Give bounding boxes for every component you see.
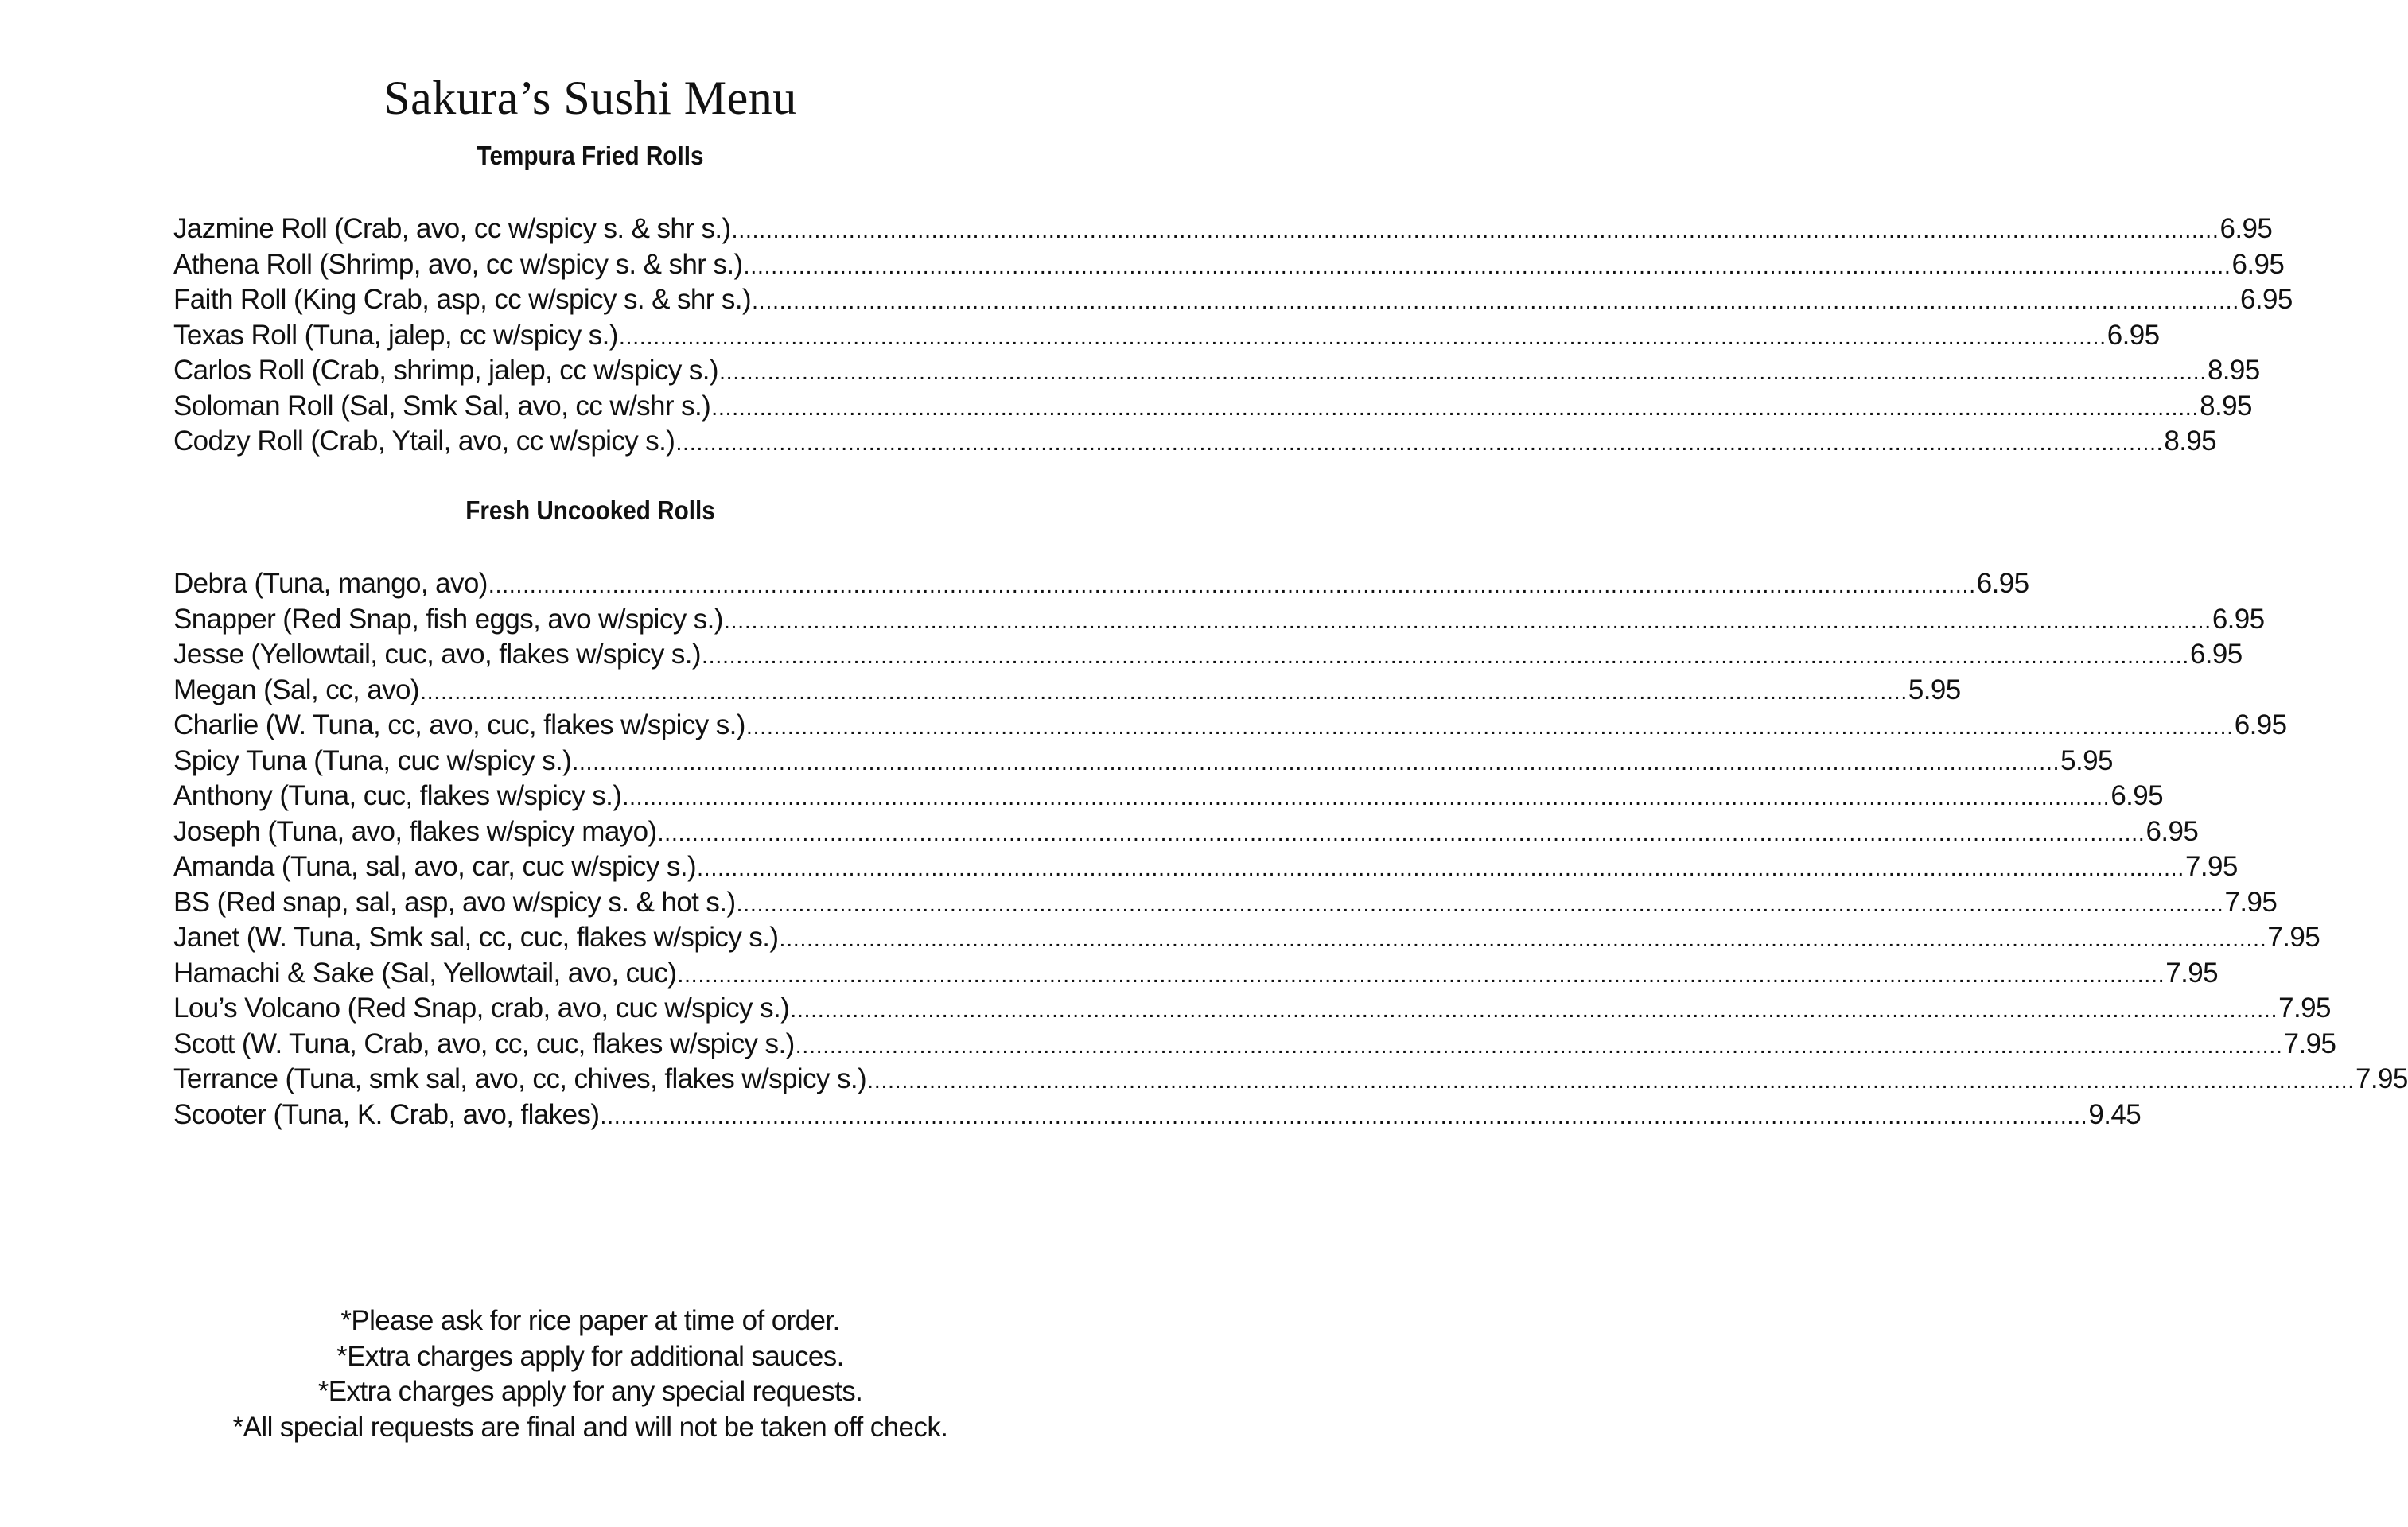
menu-item-price: 7.95	[2165, 957, 2219, 989]
menu-item	[173, 637, 2243, 673]
dot-leader	[737, 887, 2224, 923]
page-title: Sakura’s Sushi Menu	[383, 72, 797, 124]
menu-item-name: Megan (Sal, cc, avo)	[173, 674, 419, 705]
menu-item-price: 6.95	[2110, 780, 2164, 811]
dot-leader	[702, 639, 2189, 674]
menu-item-price: 6.95	[2231, 248, 2285, 280]
menu-item	[173, 814, 2199, 850]
menu-item-price: 6.95	[2212, 603, 2265, 635]
menu-item	[173, 282, 2293, 318]
dot-leader	[675, 425, 2163, 461]
menu-item-name: Janet (W. Tuna, Smk sal, cc, cuc, flakes w/spicy s.)	[173, 922, 779, 953]
dot-leader	[600, 1099, 2087, 1135]
menu-item	[173, 744, 2113, 779]
menu-item-price: 5.95	[1908, 674, 1961, 705]
menu-item-price: 6.95	[2234, 709, 2287, 740]
menu-item-price: 7.95	[2184, 851, 2238, 882]
menu-item-name: Jazmine Roll (Crab, avo, cc w/spicy s. & shr s.)	[173, 213, 731, 244]
note-rice-paper: *Please ask for rice paper at time of order.	[340, 1305, 840, 1336]
menu-item	[173, 424, 2217, 460]
menu-notes	[0, 1304, 1181, 1445]
menu-item-name: Scott (W. Tuna, Crab, avo, cc, cuc, flakes w/spicy s.)	[173, 1028, 795, 1059]
note-special-requests-final: *All special requests are final and will not be taken off check.	[232, 1411, 948, 1443]
menu-item	[173, 991, 2331, 1027]
menu-item-name: BS (Red snap, sal, asp, avo w/spicy s. & hot s.)	[173, 886, 736, 918]
dot-leader	[719, 355, 2207, 390]
dot-leader	[752, 284, 2239, 320]
menu-item	[173, 708, 2287, 744]
menu-item-price: 6.95	[2239, 284, 2293, 315]
menu-item	[173, 673, 1961, 709]
menu-item-name: Spicy Tuna (Tuna, cuc w/spicy s.)	[173, 744, 572, 776]
menu-item	[173, 779, 2164, 814]
menu-item-name: Hamachi & Sake (Sal, Yellowtail, avo, cuc)	[173, 957, 677, 989]
menu-item-price: 6.95	[2219, 213, 2273, 244]
menu-item-name: Codzy Roll (Crab, Ytail, avo, cc w/spicy s.)	[173, 425, 675, 457]
menu-item-name: Anthony (Tuna, cuc, flakes w/spicy s.)	[173, 780, 622, 811]
dot-leader	[619, 320, 2107, 356]
menu-item	[173, 247, 2285, 283]
menu-list-fresh-uncooked-rolls	[173, 566, 2408, 1133]
dot-leader	[796, 1028, 2283, 1064]
menu-item-name: Snapper (Red Snap, fish eggs, avo w/spicy s.)	[173, 603, 723, 635]
menu-item	[173, 318, 2160, 354]
menu-item-price: 7.95	[2283, 1028, 2336, 1059]
menu-item-name: Carlos Roll (Crab, shrimp, jalep, cc w/spicy s.)	[173, 355, 718, 386]
dot-leader	[867, 1063, 2355, 1099]
section-heading-tempura-fried-rolls: Tempura Fried Rolls	[477, 141, 704, 170]
menu-item-name: Jesse (Yellowtail, cuc, avo, flakes w/spicy s.)	[173, 639, 701, 670]
dot-leader	[658, 816, 2145, 852]
menu-item-name: Amanda (Tuna, sal, avo, car, cuc w/spicy s.)	[173, 851, 697, 882]
menu-item-price: 8.95	[2200, 390, 2252, 422]
dot-leader	[420, 674, 1908, 710]
menu-item-price: 5.95	[2060, 744, 2113, 776]
menu-item-price: 8.95	[2207, 355, 2260, 386]
menu-item	[173, 956, 2219, 992]
menu-item-name: Debra (Tuna, mango, avo)	[173, 568, 488, 599]
dot-leader	[790, 993, 2278, 1028]
note-special-requests-charge: *Extra charges apply for any special requests.	[317, 1376, 863, 1407]
dot-leader	[697, 851, 2184, 887]
menu-item	[173, 389, 2252, 425]
menu-item-name: Texas Roll (Tuna, jalep, cc w/spicy s.)	[173, 319, 618, 351]
menu-item-price: 7.95	[2278, 993, 2331, 1024]
dot-leader	[677, 958, 2165, 993]
dot-leader	[724, 604, 2212, 639]
menu-item-price: 6.95	[2107, 319, 2160, 351]
menu-item-price: 8.95	[2164, 425, 2217, 457]
dot-leader	[622, 780, 2110, 816]
menu-item	[173, 566, 2029, 602]
menu-item	[173, 1027, 2336, 1063]
menu-item-name: Soloman Roll (Sal, Smk Sal, avo, cc w/shr s.)	[173, 390, 711, 422]
menu-item-price: 6.95	[1976, 568, 2029, 599]
menu-item-name: Lou’s Volcano (Red Snap, crab, avo, cuc w/spicy s.)	[173, 993, 790, 1024]
menu-item	[173, 920, 2320, 956]
menu-item-name: Faith Roll (King Crab, asp, cc w/spicy s. & shr s.)	[173, 284, 752, 315]
menu-item-name: Charlie (W. Tuna, cc, avo, cuc, flakes w/spicy s.)	[173, 709, 745, 740]
menu-item-name: Terrance (Tuna, smk sal, avo, cc, chives, flakes w/spicy s.)	[173, 1063, 867, 1094]
menu-list-tempura-fried-rolls	[173, 212, 2293, 460]
dot-leader	[488, 568, 1976, 604]
menu-item	[173, 1098, 2142, 1133]
menu-item-price: 7.95	[2267, 922, 2320, 953]
section-heading-fresh-uncooked-rolls: Fresh Uncooked Rolls	[465, 495, 715, 525]
menu-item	[173, 212, 2273, 247]
menu-item-price: 9.45	[2088, 1098, 2142, 1130]
menu-item-price: 6.95	[2145, 815, 2199, 847]
menu-item-name: Joseph (Tuna, avo, flakes w/spicy mayo)	[173, 815, 657, 847]
menu-item-price: 6.95	[2189, 639, 2243, 670]
menu-item	[173, 353, 2260, 389]
dot-leader	[732, 213, 2219, 249]
menu-item-price: 7.95	[2355, 1063, 2408, 1094]
menu-item-name: Athena Roll (Shrimp, avo, cc w/spicy s. & shr s.)	[173, 248, 743, 280]
menu-item	[173, 885, 2278, 921]
dot-leader	[572, 745, 2060, 781]
dot-leader	[711, 390, 2199, 426]
menu-item	[173, 602, 2265, 638]
note-extra-sauces: *Extra charges apply for additional sauces.	[336, 1340, 844, 1372]
menu-item-price: 7.95	[2224, 886, 2278, 918]
dot-leader	[746, 709, 2234, 745]
dot-leader	[744, 249, 2231, 285]
dot-leader	[779, 922, 2266, 958]
menu-item-name: Scooter (Tuna, K. Crab, avo, flakes)	[173, 1098, 600, 1130]
menu-item	[173, 849, 2238, 885]
menu-item	[173, 1062, 2408, 1098]
